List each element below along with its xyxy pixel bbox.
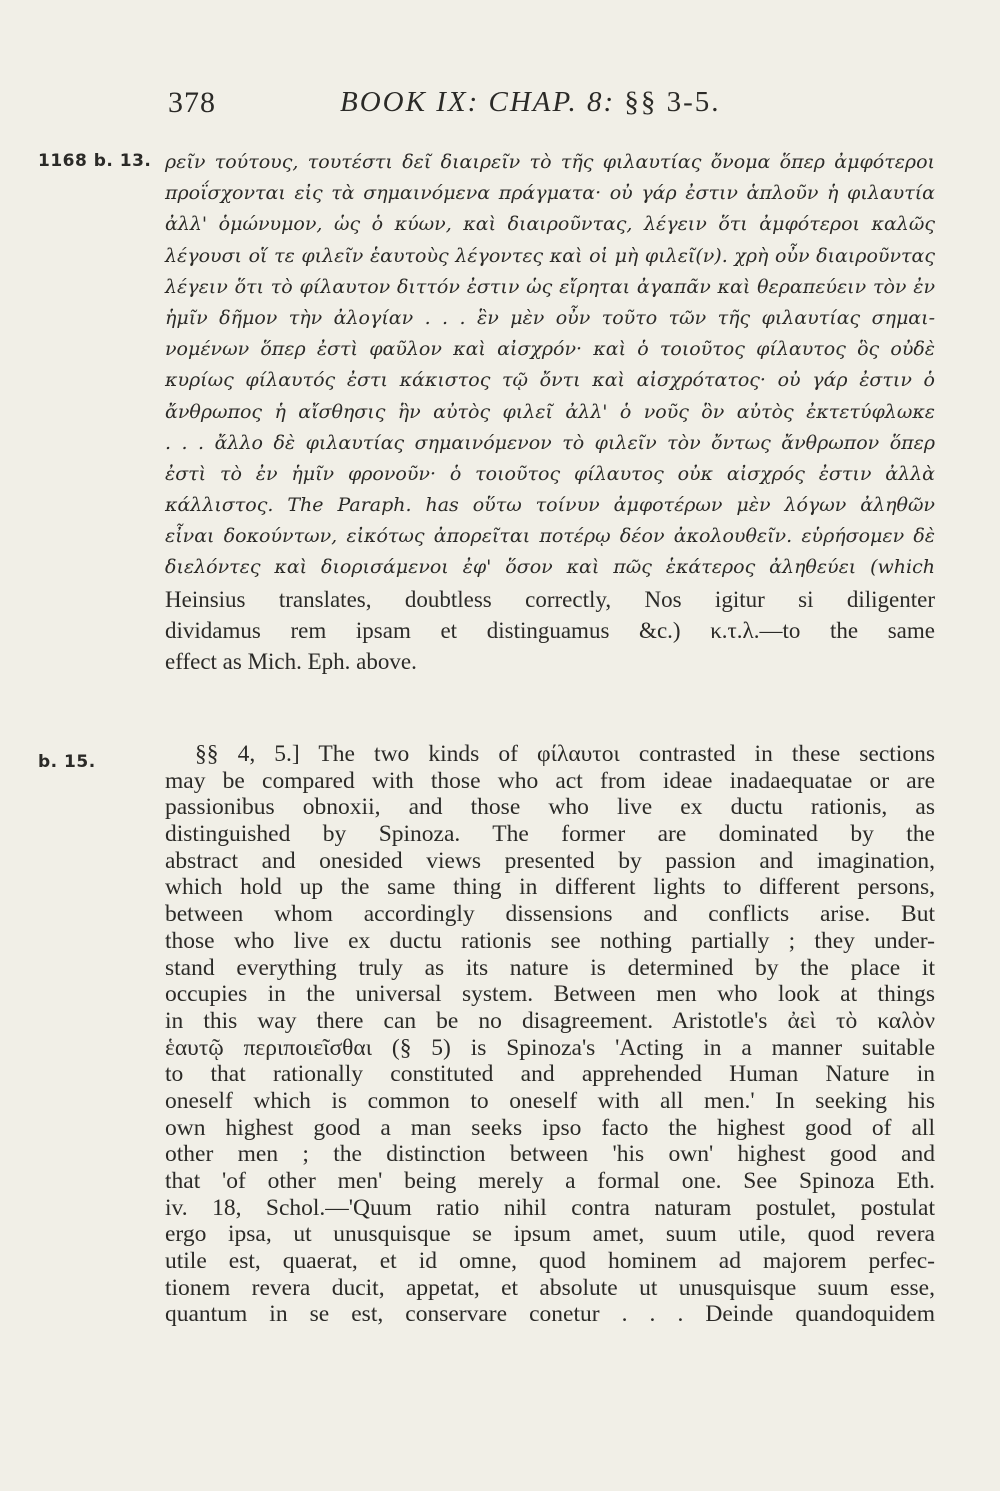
- text-line: between whom accordingly dissensions and conflicts arise. But: [165, 901, 935, 928]
- text-line: that 'of other men' being merely a formal one. See Spinoza Eth.: [165, 1168, 935, 1194]
- text-line: . . . ἄλλο δὲ φιλαυτίας σημαινόμενον τὸ φιλεῖν τὸν ὄντως ἄνθρωπον ὅπερ: [165, 431, 935, 454]
- text-line: to that rationally constituted and apprehended Human Nature in: [165, 1061, 935, 1088]
- text-line: Heinsius translates, doubtless correctly, Nos igitur si diligenter: [165, 586, 935, 612]
- text-line: §§ 4, 5.] The two kinds of φίλαυτοι contrasted in these sections: [195, 741, 935, 767]
- running-head: [340, 86, 721, 119]
- text-line: κάλλιστος. The Paraph. has οὕτω τοίνυν ἀμφοτέρων μὲν λόγων ἀληθῶν: [165, 494, 935, 517]
- running-head-sections: §§ 3-5.: [624, 86, 721, 118]
- text-line: προΐσχονται εἰς τὰ σημαινόμενα πράγματα· οὐ γάρ ἐστιν ἁπλοῦν ἡ φιλαυτία: [165, 182, 935, 205]
- page-header: [168, 86, 938, 126]
- running-head-chapter: BOOK IX: CHAP. 8:: [340, 86, 616, 118]
- text-line: νομένων ὅπερ ἐστὶ φαῦλον καὶ αἰσχρόν· καὶ ὁ τοιοῦτος φίλαυτος ὃς οὐδὲ: [165, 338, 935, 361]
- text-line: own highest good a man seeks ipso facto the highest good of all: [165, 1114, 935, 1141]
- text-line: ergo ipsa, ut unusquisque se ipsum amet, suum utile, quod revera: [165, 1221, 935, 1248]
- text-line: other men ; the distinction between 'his own' highest good and: [165, 1141, 935, 1168]
- margin-reference: b. 15.: [38, 752, 96, 772]
- greek-quotation-block: [165, 147, 935, 677]
- text-line: utile est, quaerat, et id omne, quod hominem ad majorem perfec-: [165, 1248, 935, 1275]
- text-line: ἄνθρωπος ἡ αἴσθησις ἣν αὐτὸς φιλεῖ ἀλλ' ὁ νοῦς ὃν αὐτὸς ἐκτετύφλωκε: [165, 400, 935, 423]
- text-line: ρεῖν τούτους, τουτέστι δεῖ διαιρεῖν τὸ τῆς φιλαυτίας ὄνομα ὅπερ ἀμφότεροι: [165, 151, 935, 173]
- text-line: abstract and onesided views presented by passion and imagination,: [165, 847, 935, 874]
- text-line: ἐστὶ τὸ ἐν ἡμῖν φρονοῦν· ὁ τοιοῦτος φίλαυτος οὐκ αἰσχρός ἐστιν ἀλλὰ: [165, 462, 935, 485]
- text-line: dividamus rem ipsam et distinguamus &c.) κ.τ.λ.—to the same: [165, 617, 935, 643]
- text-line: passionibus obnoxii, and those who live ex ductu rationis, as: [165, 794, 935, 821]
- text-line: in this way there can be no disagreement. Aristotle's ἀεὶ τὸ καλὸν: [165, 1007, 935, 1034]
- margin-reference: 1168 b. 13.: [38, 151, 152, 171]
- text-line: which hold up the same thing in different lights to different persons,: [165, 874, 935, 901]
- text-line: oneself which is common to oneself with all men.' In seeking his: [165, 1087, 935, 1114]
- text-line: occupies in the universal system. Between men who look at things: [165, 981, 935, 1008]
- text-line: κυρίως φίλαυτός ἐστι κάκιστος τῷ ὄντι καὶ αἰσχρότατος· οὐ γάρ ἐστιν ὁ: [165, 369, 935, 392]
- text-line: effect as Mich. Eph. above.: [165, 649, 417, 674]
- text-line: distinguished by Spinoza. The former are dominated by the: [165, 821, 935, 848]
- text-line: λέγειν ὅτι τὸ φίλαυτον διττόν ἐστιν ὡς εἴρηται ἀγαπᾶν καὶ θεραπεύειν τὸν ἐν: [165, 275, 935, 298]
- commentary-note-block: [165, 741, 935, 1328]
- text-line: ἑαυτῷ περιποιεῖσθαι (§ 5) is Spinoza's 'Acting in a manner suitable: [165, 1034, 935, 1061]
- text-line: ἡμῖν δῆμον τὴν ἀλογίαν . . . ἓν μὲν οὖν τοῦτο τῶν τῆς φιλαυτίας σημαι-: [165, 306, 935, 329]
- text-line: quantum in se est, conservare conetur . . . Deinde quandoquidem: [165, 1301, 935, 1328]
- text-line: λέγουσι οἵ τε φιλεῖν ἑαυτοὺς λέγοντες καὶ οἱ μὴ φιλεῖ(ν). χρὴ οὖν διαιροῦντας: [165, 244, 935, 267]
- text-line: stand everything truly as its nature is determined by the place it: [165, 954, 935, 981]
- text-line: those who live ex ductu rationis see nothing partially ; they under-: [165, 927, 935, 954]
- text-line: tionem revera ducit, appetat, et absolute ut unusquisque suum esse,: [165, 1274, 935, 1301]
- text-line: εἶναι δοκούντων, εἰκότως ἀπορεῖται ποτέρῳ δέον ἀκολουθεῖν. εὑρήσομεν δὲ: [165, 525, 935, 548]
- page-number: 378: [168, 86, 216, 119]
- text-line: iv. 18, Schol.—'Quum ratio nihil contra naturam postulet, postulat: [165, 1194, 935, 1221]
- text-line: ἀλλ' ὁμώνυμον, ὡς ὁ κύων, καὶ διαιροῦντας, λέγειν ὅτι ἀμφότεροι καλῶς: [165, 213, 935, 236]
- text-line: διελόντες καὶ διορισάμενοι ἐφ' ὅσον καὶ πῶς ἑκάτερος ἀληθεύει (which: [165, 556, 935, 579]
- text-line: may be compared with those who act from ideae inadaequatae or are: [165, 767, 935, 794]
